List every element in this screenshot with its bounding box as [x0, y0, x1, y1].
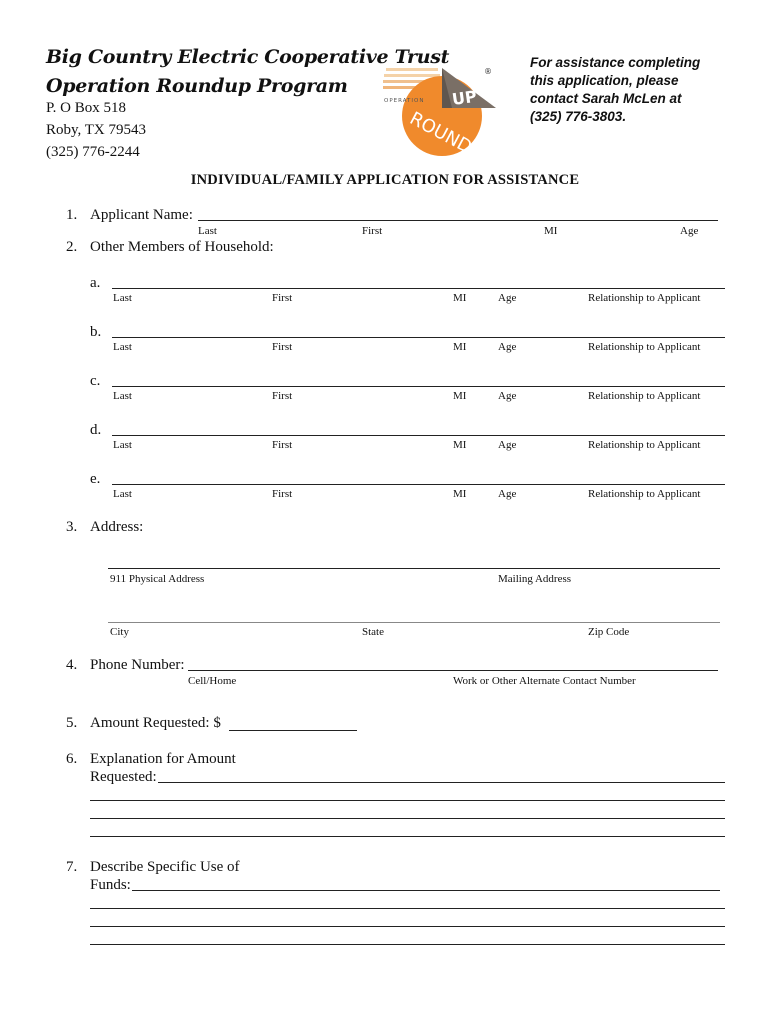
row-e-sub-last: Last: [113, 488, 132, 500]
org-phone: (325) 776-2244: [46, 144, 140, 160]
household-row-b-letter: b.: [90, 324, 102, 340]
household-row-d-field[interactable]: [112, 435, 725, 436]
row-d-sub-first: First: [272, 439, 293, 451]
q3-sub-mailing: Mailing Address: [498, 573, 572, 585]
row-c-sub-last: Last: [113, 390, 132, 402]
q2-number: 2.: [66, 239, 78, 255]
household-row-e-field[interactable]: [112, 484, 725, 485]
household-row-b-field[interactable]: [112, 337, 725, 338]
q7-number: 7.: [66, 859, 78, 875]
address-line-1: P. O Box 518: [46, 100, 127, 116]
q4-label: Phone Number:: [90, 657, 185, 673]
use-of-funds-line-1[interactable]: [132, 890, 720, 891]
row-e-sub-age: Age: [498, 488, 517, 500]
q1-sub-age: Age: [680, 225, 699, 237]
row-d-sub-last: Last: [113, 439, 132, 451]
row-c-sub-relationship: Relationship to Applicant: [588, 390, 701, 402]
row-a-sub-age: Age: [498, 292, 517, 304]
row-a-sub-relationship: Relationship to Applicant: [588, 292, 701, 304]
org-name: Big Country Electric Cooperative Trust: [46, 46, 450, 68]
q4-sub-work: Work or Other Alternate Contact Number: [453, 675, 636, 687]
row-c-sub-mi: MI: [453, 390, 467, 402]
q5-label: Amount Requested: $: [90, 715, 221, 731]
city-state-zip-field[interactable]: [108, 622, 720, 623]
row-a-sub-first: First: [272, 292, 293, 304]
q1-label: Applicant Name:: [90, 207, 193, 223]
row-e-sub-relationship: Relationship to Applicant: [588, 488, 701, 500]
row-e-sub-mi: MI: [453, 488, 467, 500]
q3-label: Address:: [90, 519, 144, 535]
q3-number: 3.: [66, 519, 78, 535]
explanation-line-1[interactable]: [158, 782, 725, 783]
q5-number: 5.: [66, 715, 78, 731]
logo-operation-text: OPERATION: [384, 98, 425, 104]
household-row-a-letter: a.: [90, 275, 101, 291]
row-d-sub-mi: MI: [453, 439, 467, 451]
assistance-line-1: For assistance completing: [530, 55, 701, 70]
q3-sub-state: State: [362, 626, 384, 638]
q6-label-line-1: Explanation for Amount: [90, 751, 236, 767]
q4-number: 4.: [66, 657, 78, 673]
explanation-line-4[interactable]: [90, 836, 725, 837]
q3-sub-zip: Zip Code: [588, 626, 630, 638]
phone-number-field[interactable]: [188, 670, 718, 671]
explanation-line-2[interactable]: [90, 800, 725, 801]
row-d-sub-relationship: Relationship to Applicant: [588, 439, 701, 451]
household-row-a-field[interactable]: [112, 288, 725, 289]
amount-requested-field[interactable]: [229, 730, 357, 731]
program-name: Operation Roundup Program: [46, 75, 348, 97]
form-title: INDIVIDUAL/FAMILY APPLICATION FOR ASSISTANCE: [190, 172, 580, 188]
q6-number: 6.: [66, 751, 78, 767]
logo-registered: ®: [484, 67, 492, 76]
household-row-c-field[interactable]: [112, 386, 725, 387]
use-of-funds-line-2[interactable]: [90, 908, 725, 909]
row-a-sub-last: Last: [113, 292, 132, 304]
logo-up-text: UP: [450, 86, 478, 110]
assistance-line-3: contact Sarah McLen at: [530, 91, 682, 106]
row-b-sub-relationship: Relationship to Applicant: [588, 341, 701, 353]
assistance-line-4: (325) 776-3803.: [530, 109, 627, 124]
q3-sub-physical: 911 Physical Address: [110, 573, 205, 585]
address-field[interactable]: [108, 568, 720, 569]
row-b-sub-age: Age: [498, 341, 517, 353]
operation-roundup-logo: [380, 62, 500, 158]
logo-round-text: ROUND: [406, 108, 476, 158]
explanation-line-3[interactable]: [90, 818, 725, 819]
address-line-2: Roby, TX 79543: [46, 122, 147, 138]
row-b-sub-mi: MI: [453, 341, 467, 353]
q1-number: 1.: [66, 207, 78, 223]
applicant-name-field[interactable]: [198, 220, 718, 221]
assistance-line-2: this application, please: [530, 73, 679, 88]
use-of-funds-line-4[interactable]: [90, 944, 725, 945]
q2-label: Other Members of Household:: [90, 239, 274, 255]
row-b-sub-last: Last: [113, 341, 132, 353]
q7-label-line-1: Describe Specific Use of: [90, 859, 240, 875]
household-row-d-letter: d.: [90, 422, 102, 438]
q1-sub-first: First: [362, 225, 383, 237]
household-row-e-letter: e.: [90, 471, 101, 487]
q4-sub-cell: Cell/Home: [188, 675, 237, 687]
row-d-sub-age: Age: [498, 439, 517, 451]
use-of-funds-line-3[interactable]: [90, 926, 725, 927]
row-a-sub-mi: MI: [453, 292, 467, 304]
row-e-sub-first: First: [272, 488, 293, 500]
assistance-note: [530, 54, 700, 126]
row-c-sub-first: First: [272, 390, 293, 402]
q6-label-line-2: Requested:: [90, 769, 157, 785]
row-b-sub-first: First: [272, 341, 293, 353]
q3-sub-city: City: [110, 626, 129, 638]
row-c-sub-age: Age: [498, 390, 517, 402]
household-row-c-letter: c.: [90, 373, 101, 389]
q1-sub-last: Last: [198, 225, 217, 237]
mailing-address: [46, 97, 146, 163]
q7-label-line-2: Funds:: [90, 877, 131, 893]
q1-sub-mi: MI: [544, 225, 558, 237]
